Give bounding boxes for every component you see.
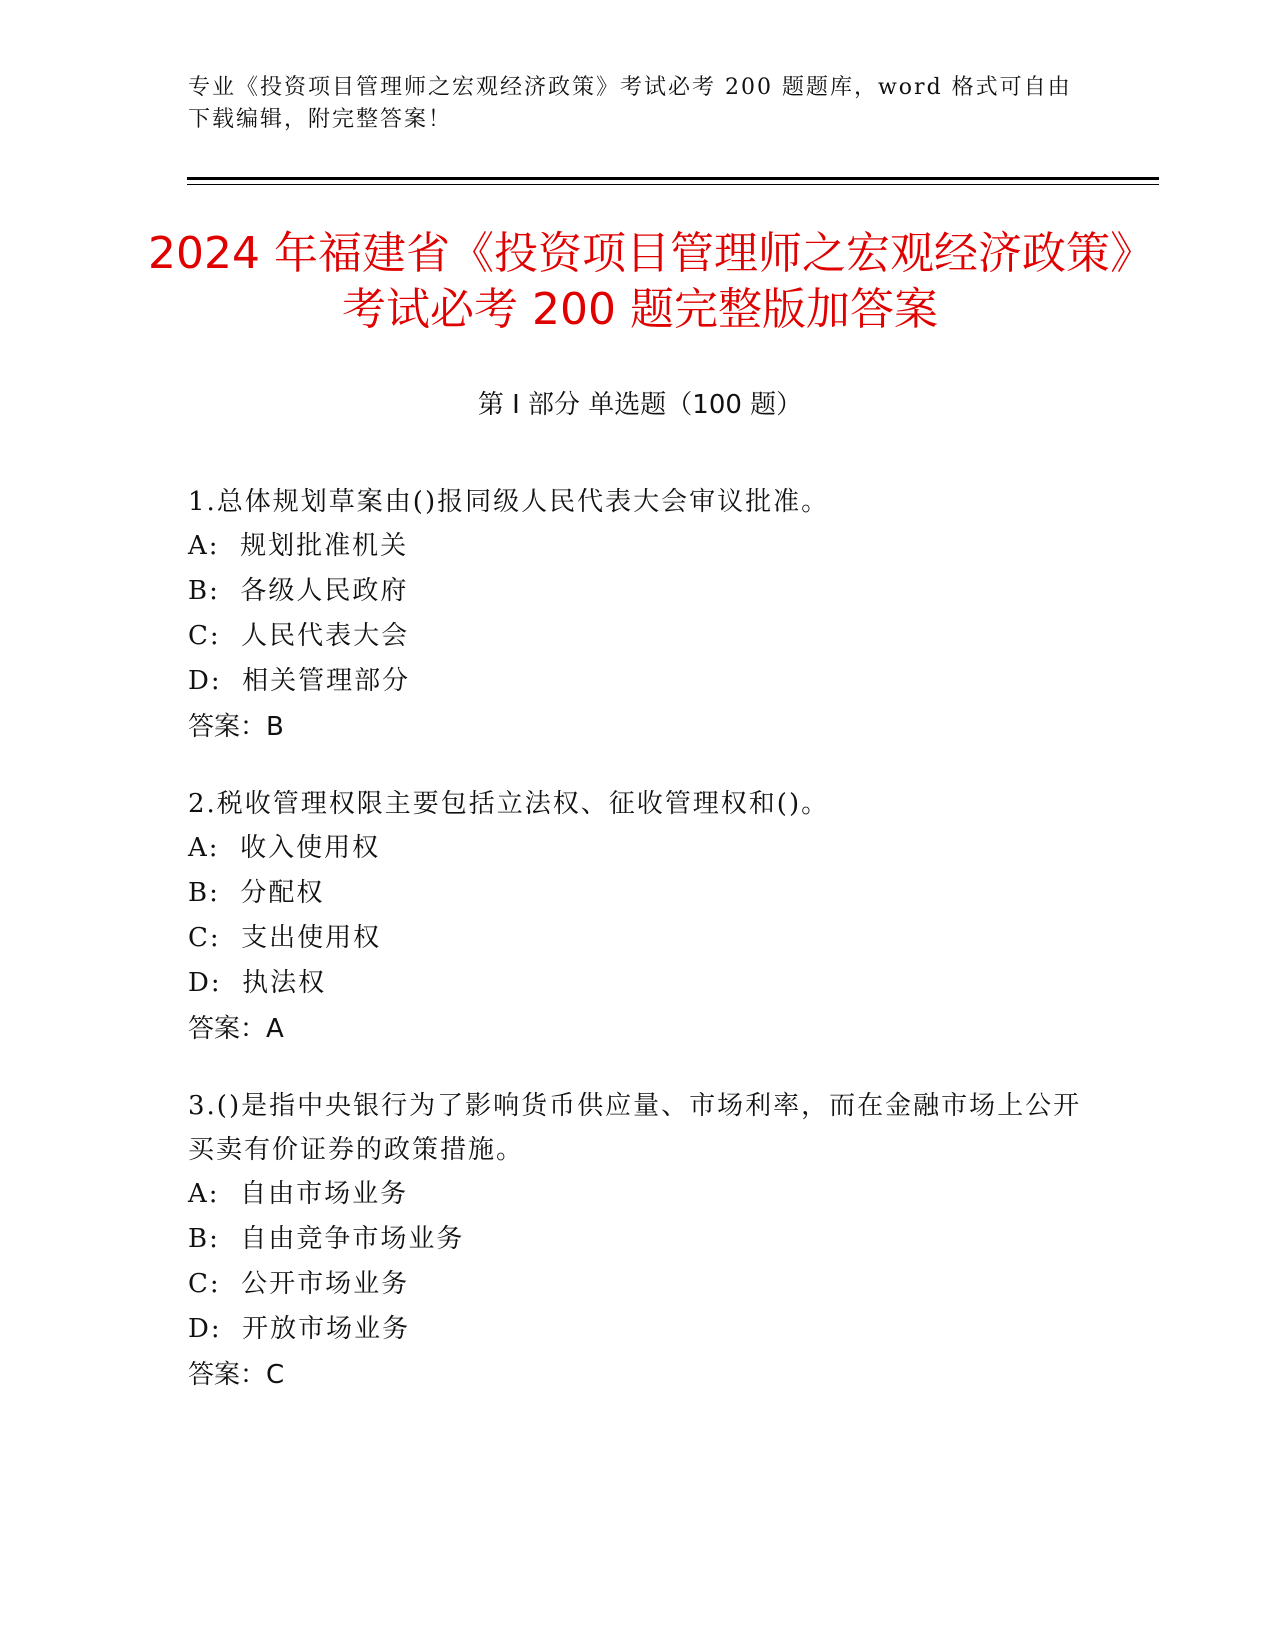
- answer: 答案：B: [188, 712, 284, 742]
- question-1: [188, 480, 1088, 750]
- document-title: 2024 年福建省《投资项目管理师之宏观经济政策》考试必考 200 题完整版加答案: [148, 228, 1132, 335]
- option-b: B: 分配权: [188, 878, 325, 908]
- option-b: B: 各级人民政府: [188, 576, 409, 606]
- option-c: C: 支出使用权: [188, 923, 382, 953]
- section-title: 第 I 部分 单选题（100 题）: [477, 390, 803, 420]
- question-stem: 3.()是指中央银行为了影响货币供应量、市场利率，而在金融市场上公开买卖有价证券的政策措施。: [188, 1091, 1082, 1165]
- question-list: [188, 480, 1088, 1430]
- header-rule-thin: [187, 184, 1159, 185]
- option-d: D: 相关管理部分: [188, 666, 411, 696]
- option-c: C: 人民代表大会: [188, 621, 410, 651]
- option-c: C: 公开市场业务: [188, 1269, 410, 1299]
- header-note: 专业《投资项目管理师之宏观经济政策》考试必考 200 题题库，word 格式可自由下载编辑，附完整答案！: [188, 75, 1072, 132]
- option-b: B: 自由竞争市场业务: [188, 1224, 465, 1254]
- question-stem: 2.税收管理权限主要包括立法权、征收管理权和()。: [188, 789, 830, 819]
- answer: 答案：C: [188, 1360, 285, 1390]
- option-a: A: 收入使用权: [188, 833, 381, 863]
- option-a: A: 规划批准机关: [188, 531, 409, 561]
- header-rule-thick: [187, 177, 1159, 180]
- option-d: D: 开放市场业务: [188, 1314, 411, 1344]
- question-stem: 1.总体规划草案由()报同级人民代表大会审议批准。: [188, 487, 830, 517]
- option-a: A: 自由市场业务: [188, 1179, 409, 1209]
- answer: 答案：A: [188, 1014, 284, 1044]
- question-3: [188, 1084, 1088, 1398]
- question-2: [188, 782, 1088, 1052]
- option-d: D: 执法权: [188, 968, 327, 998]
